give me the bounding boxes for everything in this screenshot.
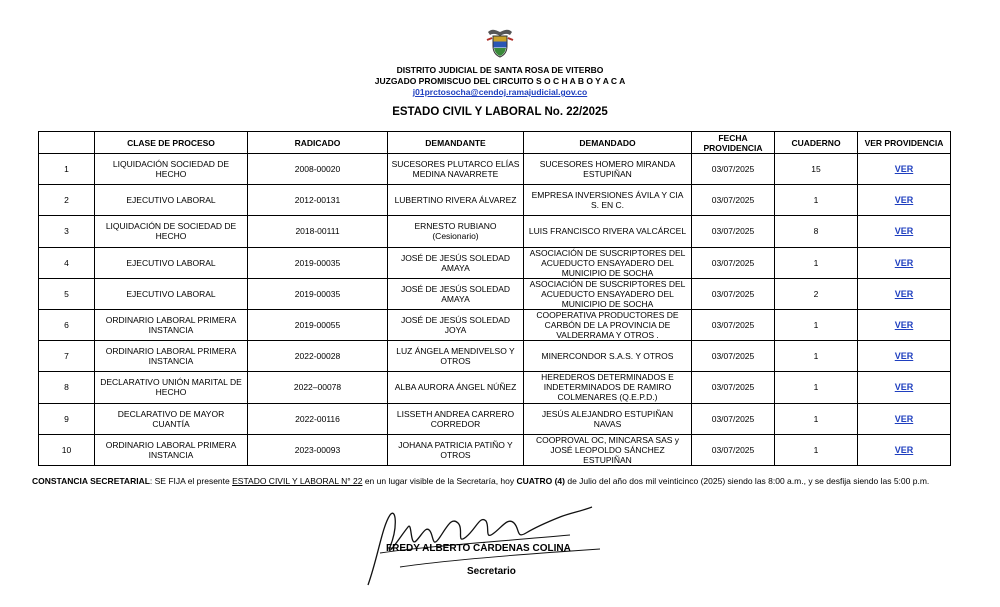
ver-providencia-link[interactable]: VER	[894, 382, 914, 393]
ver-link-cell	[858, 154, 951, 185]
demandado-cell: SUCESORES HOMERO MIRANDA ESTUPIÑAN	[524, 154, 692, 185]
cuaderno-cell: 2	[775, 278, 858, 309]
signatory-role: Secretario	[467, 566, 516, 577]
header-ver: VER PROVIDENCIA	[858, 132, 951, 154]
table-row	[39, 341, 951, 372]
clase-proceso-cell: ORDINARIO LABORAL PRIMERA INSTANCIA	[95, 434, 248, 465]
document-title: ESTADO CIVIL Y LABORAL No. 22/2025	[392, 106, 608, 118]
radicado-cell: 2023-00093	[248, 434, 388, 465]
table-header-row	[39, 132, 951, 154]
radicado-cell: 2022-00116	[248, 403, 388, 434]
radicado-cell: 2019-00035	[248, 247, 388, 278]
row-number-cell: 4	[39, 247, 95, 278]
demandante-cell: LISSETH ANDREA CARRERO CORREDOR	[388, 403, 524, 434]
table-row	[39, 216, 951, 247]
header-cuaderno: CUADERNO	[775, 132, 858, 154]
ver-link-cell	[858, 309, 951, 340]
cuaderno-cell: 1	[775, 341, 858, 372]
demandado-cell: EMPRESA INVERSIONES ÁVILA Y CIA S. EN C.	[524, 185, 692, 216]
constancia-text-1: : SE FIJA el presente	[149, 476, 233, 486]
table-row	[39, 434, 951, 465]
court-email-link[interactable]: j01prctosocha@cendoj.ramajudicial.gov.co	[412, 87, 588, 97]
ver-providencia-link[interactable]: VER	[894, 195, 914, 206]
row-number-cell: 7	[39, 341, 95, 372]
demandado-cell: COOPROVAL OC, MINCARSA SAS y JOSÉ LEOPOLDO SÁNCHEZ ESTUPIÑAN	[524, 434, 692, 465]
demandante-cell: LUZ ÁNGELA MENDIVELSO Y OTROS	[388, 341, 524, 372]
cuaderno-cell: 15	[775, 154, 858, 185]
ver-link-cell	[858, 278, 951, 309]
table-row	[39, 185, 951, 216]
ver-link-cell	[858, 216, 951, 247]
demandante-cell: JOSÉ DE JESÚS SOLEDAD JOYA	[388, 309, 524, 340]
ver-providencia-link[interactable]: VER	[894, 257, 914, 268]
ver-providencia-link[interactable]: VER	[894, 444, 914, 455]
demandado-cell: MINERCONDOR S.A.S. Y OTROS	[524, 341, 692, 372]
ver-link-cell	[858, 372, 951, 403]
fecha-providencia-cell: 03/07/2025	[692, 341, 775, 372]
fecha-providencia-cell: 03/07/2025	[692, 372, 775, 403]
demandado-cell: HEREDEROS DETERMINADOS E INDETERMINADOS DE RAMIRO COLMENARES (Q.E.P.D.)	[524, 372, 692, 403]
header-clase: CLASE DE PROCESO	[95, 132, 248, 154]
demandado-cell: JESÚS ALEJANDRO ESTUPIÑAN NAVAS	[524, 403, 692, 434]
header-demandado: DEMANDADO	[524, 132, 692, 154]
cuaderno-cell: 1	[775, 247, 858, 278]
row-number-cell: 2	[39, 185, 95, 216]
row-number-cell: 6	[39, 309, 95, 340]
fecha-providencia-cell: 03/07/2025	[692, 185, 775, 216]
clase-proceso-cell: LIQUIDACIÓN DE SOCIEDAD DE HECHO	[95, 216, 248, 247]
fecha-providencia-cell: 03/07/2025	[692, 278, 775, 309]
demandado-cell: LUIS FRANCISCO RIVERA VALCÁRCEL	[524, 216, 692, 247]
row-number-cell: 9	[39, 403, 95, 434]
demandado-cell: ASOCIACIÓN DE SUSCRIPTORES DEL ACUEDUCTO ENSAYADERO DEL MUNICIPIO DE SOCHA	[524, 278, 692, 309]
cuaderno-cell: 1	[775, 434, 858, 465]
ver-providencia-link[interactable]: VER	[894, 226, 914, 237]
fecha-providencia-cell: 03/07/2025	[692, 403, 775, 434]
demandante-cell: SUCESORES PLUTARCO ELÍAS MEDINA NAVARRETE	[388, 154, 524, 185]
cuaderno-cell: 1	[775, 372, 858, 403]
header-demandante: DEMANDANTE	[388, 132, 524, 154]
fecha-providencia-cell: 03/07/2025	[692, 247, 775, 278]
constancia-secretarial	[32, 476, 982, 486]
constancia-day: CUATRO (4)	[516, 476, 565, 486]
ver-link-cell	[858, 185, 951, 216]
document-header	[0, 26, 1000, 98]
radicado-cell: 2022–00078	[248, 372, 388, 403]
fecha-providencia-cell: 03/07/2025	[692, 309, 775, 340]
ver-providencia-link[interactable]: VER	[894, 320, 914, 331]
ver-link-cell	[858, 403, 951, 434]
ver-link-cell	[858, 341, 951, 372]
radicado-cell: 2018-00111	[248, 216, 388, 247]
demandante-cell: JOHANA PATRICIA PATIÑO Y OTROS	[388, 434, 524, 465]
table-row	[39, 309, 951, 340]
clase-proceso-cell: EJECUTIVO LABORAL	[95, 278, 248, 309]
signatory-name: FREDY ALBERTO CÁRDENAS COLINA	[386, 543, 571, 554]
table-row	[39, 247, 951, 278]
demandante-cell: JOSÉ DE JESÚS SOLEDAD AMAYA	[388, 247, 524, 278]
ver-providencia-link[interactable]: VER	[894, 288, 914, 299]
row-number-cell: 10	[39, 434, 95, 465]
demandante-cell: ERNESTO RUBIANO (Cesionario)	[388, 216, 524, 247]
constancia-text-2: en un lugar visible de la Secretaría, hoy	[362, 476, 517, 486]
clase-proceso-cell: ORDINARIO LABORAL PRIMERA INSTANCIA	[95, 341, 248, 372]
ver-providencia-link[interactable]: VER	[894, 351, 914, 362]
radicado-cell: 2022-00028	[248, 341, 388, 372]
header-radicado: RADICADO	[248, 132, 388, 154]
demandante-cell: ALBA AURORA ÁNGEL NÚÑEZ	[388, 372, 524, 403]
clase-proceso-cell: ORDINARIO LABORAL PRIMERA INSTANCIA	[95, 309, 248, 340]
ver-providencia-link[interactable]: VER	[894, 413, 914, 424]
clase-proceso-cell: DECLARATIVO UNIÓN MARITAL DE HECHO	[95, 372, 248, 403]
fecha-providencia-cell: 03/07/2025	[692, 154, 775, 185]
radicado-cell: 2012-00131	[248, 185, 388, 216]
radicado-cell: 2019-00055	[248, 309, 388, 340]
clase-proceso-cell: LIQUIDACIÓN SOCIEDAD DE HECHO	[95, 154, 248, 185]
radicado-cell: 2008-00020	[248, 154, 388, 185]
cuaderno-cell: 1	[775, 185, 858, 216]
table-row	[39, 154, 951, 185]
cuaderno-cell: 1	[775, 309, 858, 340]
demandado-cell: COOPERATIVA PRODUCTORES DE CARBÓN DE LA PROVINCIA DE VALDERRAMA Y OTROS .	[524, 309, 692, 340]
row-number-cell: 3	[39, 216, 95, 247]
clase-proceso-cell: DECLARATIVO DE MAYOR CUANTÍA	[95, 403, 248, 434]
ver-link-cell	[858, 434, 951, 465]
row-number-cell: 8	[39, 372, 95, 403]
coat-of-arms-icon	[483, 26, 517, 60]
court-line: JUZGADO PROMISCUO DEL CIRCUITO S O C H A B O Y A C A	[374, 76, 626, 86]
fecha-providencia-cell: 03/07/2025	[692, 434, 775, 465]
demandado-cell: ASOCIACIÓN DE SUSCRIPTORES DEL ACUEDUCTO ENSAYADERO DEL MUNICIPIO DE SOCHA	[524, 247, 692, 278]
table-row	[39, 278, 951, 309]
row-number-cell: 1	[39, 154, 95, 185]
constancia-label: CONSTANCIA SECRETARIAL	[32, 476, 150, 486]
cuaderno-cell: 1	[775, 403, 858, 434]
district-line: DISTRITO JUDICIAL DE SANTA ROSA DE VITERBO	[396, 65, 604, 75]
fecha-providencia-cell: 03/07/2025	[692, 216, 775, 247]
row-number-cell: 5	[39, 278, 95, 309]
clase-proceso-cell: EJECUTIVO LABORAL	[95, 185, 248, 216]
table-row	[39, 372, 951, 403]
demandante-cell: LUBERTINO RIVERA ÁLVAREZ	[388, 185, 524, 216]
ver-link-cell	[858, 247, 951, 278]
cuaderno-cell: 8	[775, 216, 858, 247]
table-row	[39, 403, 951, 434]
ver-providencia-link[interactable]: VER	[894, 164, 914, 175]
radicado-cell: 2019-00035	[248, 278, 388, 309]
header-num	[39, 132, 95, 154]
clase-proceso-cell: EJECUTIVO LABORAL	[95, 247, 248, 278]
constancia-estado-ref: ESTADO CIVIL Y LABORAL N° 22	[232, 476, 363, 486]
header-fecha: FECHA PROVIDENCIA	[692, 132, 775, 154]
demandante-cell: JOSÉ DE JESÚS SOLEDAD AMAYA	[388, 278, 524, 309]
constancia-text-3: de Julio del año dos mil veinticinco (2025) siendo las 8:00 a.m., y se desfija siendo las 5:00 p.m.	[564, 476, 930, 486]
cases-table	[38, 131, 951, 466]
